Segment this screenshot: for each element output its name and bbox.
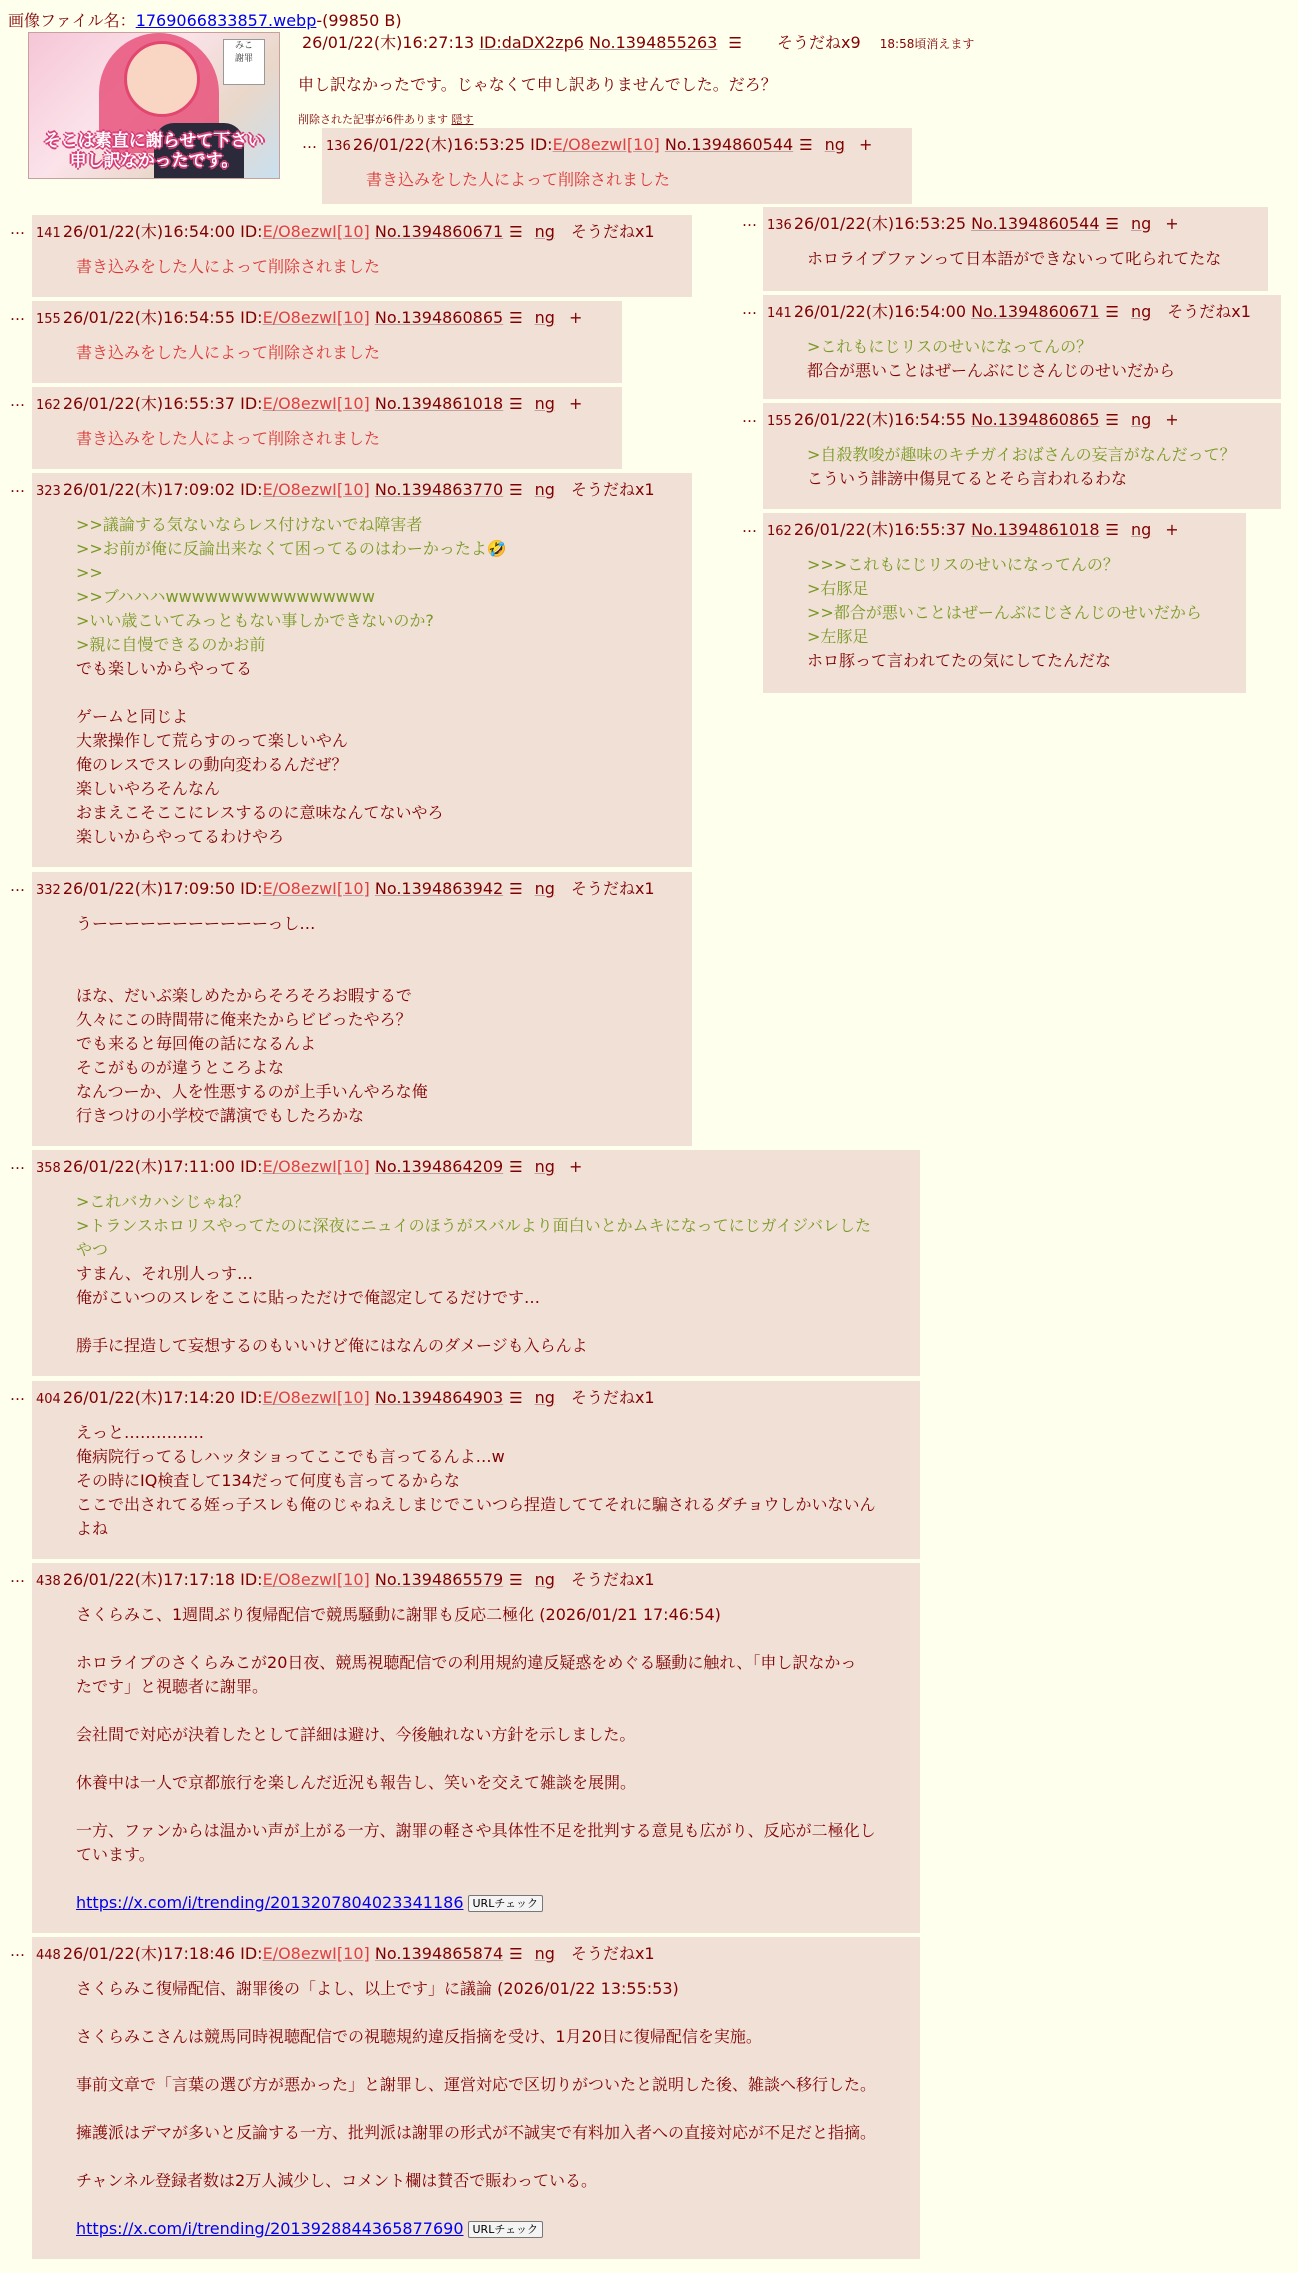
reply-id[interactable]: E/O8ezwI[10] [262, 1944, 370, 1963]
reply-date: 26/01/22(木)16:53:25 [352, 135, 526, 154]
reply-body [807, 553, 1236, 673]
text-line: そこがものが違うところよな [76, 1058, 285, 1077]
reply-body [366, 168, 902, 192]
op-date: 26/01/22(木)16:27:13 [302, 33, 475, 52]
url-check-button[interactable]: URLチェック [468, 2221, 544, 2238]
menu-icon[interactable]: ☰ [728, 34, 742, 52]
popup-post-dots: … [742, 408, 757, 426]
deleted-message: 書き込みをした人によって削除されました [366, 170, 671, 189]
text-line: さくらみこ復帰配信、謝罪後の「よし、以上です」に議論 (2026/01/22 13:55:53) [76, 1979, 679, 1998]
reply-header [36, 878, 682, 902]
reply-date: 26/01/22(木)16:53:25 [793, 214, 967, 233]
reply-id[interactable]: E/O8ezwI[10] [262, 1570, 370, 1589]
reply-header [767, 301, 1271, 325]
sodane-button[interactable]: そうだねx1 [570, 222, 655, 241]
deleted-notice [298, 111, 474, 127]
menu-icon[interactable]: ☰ [1105, 411, 1119, 429]
reply-header [36, 307, 612, 331]
menu-icon[interactable]: ☰ [509, 481, 523, 499]
reply-date: 26/01/22(木)17:11:00 [62, 1157, 236, 1176]
thread-post-dots: … [302, 134, 317, 152]
reply-id-prefix: ID: [240, 222, 263, 241]
reply-body [76, 1977, 910, 2241]
ng-button[interactable]: ng [1130, 214, 1152, 233]
thread-reply-155 [32, 301, 622, 383]
text-line: 休養中は一人で京都旅行を楽しんだ近況も報告し、笑いを交えて雑談を展開。 [76, 1773, 637, 1792]
ng-button[interactable]: ng [534, 1570, 555, 1589]
thread-post-dots: … [10, 877, 25, 895]
text-line: 都合が悪いことはぜーんぶにじさんじのせいだから [807, 361, 1176, 380]
text-line: ています。 [76, 1845, 155, 1864]
reply-header [36, 1387, 910, 1411]
url-link[interactable]: https://x.com/i/trending/2013207804023341186 [76, 1893, 464, 1912]
text-line: さくらみこ、1週間ぶり復帰配信で競馬騒動に謝罪も反応二極化 (2026/01/21 17:46:54) [76, 1605, 721, 1624]
quote-line: >>議論する気ないならレス付けないでね障害者 [76, 515, 423, 534]
thread-reply-332 [32, 872, 692, 1146]
popup-reply-155 [763, 403, 1281, 509]
text-line: でも楽しいからやってる [76, 659, 253, 678]
quote-line: >これもにじリスのせいになってんの？ [807, 337, 1093, 356]
reply-header [36, 1569, 910, 1593]
thread-post-dots: … [10, 1568, 25, 1586]
thread-reply-404 [32, 1381, 920, 1559]
reply-number: 323 [36, 484, 61, 499]
reply-no-link[interactable]: No.1394863770 [374, 480, 504, 499]
menu-icon[interactable]: ☰ [1105, 521, 1119, 539]
reply-id[interactable]: E/O8ezwI[10] [262, 480, 370, 499]
op-no[interactable]: No.1394855263 [589, 33, 718, 52]
menu-icon[interactable]: ☰ [509, 1158, 523, 1176]
text-line: ほな、だいぶ楽しめたからそろそろお暇するで [76, 986, 412, 1005]
reply-number: 136 [767, 218, 792, 233]
quote-line: やつ [76, 1240, 109, 1259]
reply-no-link[interactable]: No.1394861018 [971, 520, 1100, 539]
reply-header [36, 479, 682, 503]
quote-line: >>お前が俺に反論出来なくて困ってるのはわーかったよ🤣 [76, 539, 507, 558]
reply-header [36, 1156, 910, 1180]
reply-id[interactable]: E/O8ezwI[10] [262, 222, 370, 241]
reply-date: 26/01/22(木)16:54:00 [62, 222, 236, 241]
thread-reply-136 [322, 128, 912, 204]
text-line: 行きつけの小学校で講演でもしたろかな [76, 1106, 365, 1125]
menu-icon[interactable]: ☰ [799, 136, 813, 154]
reply-no-link[interactable]: No.1394864209 [374, 1157, 504, 1176]
reply-id[interactable]: E/O8ezwI[10] [262, 1157, 370, 1176]
text-line: ホロ豚って言われてたの気にしてたんだな [807, 651, 1112, 670]
text-line: チャンネル登録者数は2万人減少し、コメント欄は賛否で賑わっている。 [76, 2171, 598, 2190]
text-line: ホロライブファンって日本語ができないって叱られてたな [807, 249, 1222, 268]
reply-id[interactable]: E/O8ezwI[10] [262, 394, 370, 413]
text-line: 会社間で対応が決着したとして詳細は避け、今後触れない方針を示しました。 [76, 1725, 636, 1744]
text-line [76, 2049, 910, 2073]
reply-number: 404 [36, 1392, 61, 1407]
ng-button[interactable]: ng [1130, 302, 1152, 321]
reply-id-prefix: ID: [240, 394, 263, 413]
text-line: でも来ると毎回俺の話になるんよ [76, 1034, 317, 1053]
reply-id-prefix: ID: [530, 135, 553, 154]
quote-line: >>>これもにじリスのせいになってんの？ [807, 555, 1119, 574]
popup-reply-141 [763, 295, 1281, 399]
file-info [8, 8, 402, 31]
reply-body [76, 513, 682, 849]
quote-line: >これバカハシじゃね？ [76, 1192, 250, 1211]
text-line: 俺がこいつのスレをここに貼っただけで俺認定してるだけです… [76, 1288, 541, 1307]
quote-line: >親に自慢できるのかお前 [76, 635, 266, 654]
reply-no-link[interactable]: No.1394865579 [374, 1570, 504, 1589]
reply-header [36, 393, 612, 417]
reply-id[interactable]: E/O8ezwI[10] [262, 879, 370, 898]
quote-line: >いい歳こいてみっともない事しかできないのか? [76, 611, 434, 630]
text-line: おまえこそここにレスするのに意味なんてないやろ [76, 803, 444, 822]
reply-date: 26/01/22(木)16:54:55 [793, 410, 967, 429]
ng-button[interactable]: ng [1130, 520, 1152, 539]
text-line: 俺のレスでスレの動向変わるんだぜ？ [76, 755, 348, 774]
text-line: よね [76, 1519, 109, 1538]
text-line: 大衆操作して荒らすのって楽しいやん [76, 731, 348, 750]
quote-line: >>都合が悪いことはぜーんぶにじさんじのせいだから [807, 603, 1202, 622]
text-line [76, 936, 682, 960]
reply-no-link[interactable]: No.1394860865 [374, 308, 504, 327]
op-id: ID:daDX2zp6 [479, 33, 584, 52]
text-line: その時にIQ検査して134だって何度も言ってるからな [76, 1471, 460, 1490]
deleted-note: 削除された記事が6件あります [298, 113, 448, 126]
reply-date: 26/01/22(木)16:54:00 [793, 302, 967, 321]
reply-id[interactable]: E/O8ezwI[10] [552, 135, 660, 154]
text-line [76, 1795, 910, 1819]
ng-button[interactable]: ng [1130, 410, 1152, 429]
text-line [76, 681, 682, 705]
reply-id[interactable]: E/O8ezwI[10] [262, 308, 370, 327]
reply-id-prefix: ID: [240, 1570, 263, 1589]
reply-header [36, 221, 682, 245]
thumbnail-sign: みこ 謝罪 [223, 39, 265, 85]
reply-number: 155 [36, 312, 61, 327]
reply-header [767, 519, 1236, 543]
op-header [302, 32, 974, 55]
reply-date: 26/01/22(木)16:54:55 [62, 308, 236, 327]
url-row [76, 1891, 910, 1915]
reply-number: 358 [36, 1161, 61, 1176]
reply-number: 438 [36, 1574, 61, 1589]
reply-no-link[interactable]: No.1394863942 [374, 879, 504, 898]
thread-reply-358 [32, 1150, 920, 1376]
sodane-button[interactable]: そうだねx1 [1167, 302, 1251, 321]
text-line [76, 2001, 910, 2025]
deleted-message: 書き込みをした人によって削除されました [76, 257, 381, 276]
url-check-button[interactable]: URLチェック [468, 1895, 544, 1912]
text-line [76, 2145, 910, 2169]
thread-post-dots: … [10, 1155, 25, 1173]
reply-no-link[interactable]: No.1394864903 [374, 1388, 504, 1407]
plus-button[interactable]: + [1165, 410, 1179, 429]
ng-button[interactable]: ng [534, 1157, 555, 1176]
menu-icon[interactable]: ☰ [509, 880, 523, 898]
plus-button[interactable]: + [568, 394, 583, 413]
sodane-button[interactable]: そうだねx1 [570, 879, 655, 898]
reply-body [76, 255, 682, 279]
sodane-button[interactable]: そうだねx1 [570, 1570, 655, 1589]
reply-id-prefix: ID: [240, 1944, 263, 1963]
reply-header [326, 134, 902, 158]
plus-button[interactable]: + [858, 135, 873, 154]
reply-header [767, 409, 1271, 433]
text-line: うーーーーーーーーーーーっし… [76, 914, 316, 933]
reply-id[interactable]: E/O8ezwI[10] [262, 1388, 370, 1407]
text-line: 楽しいからやってるわけやろ [76, 827, 285, 846]
text-line [76, 1627, 910, 1651]
menu-icon[interactable]: ☰ [1105, 215, 1119, 233]
op-sodane[interactable]: そうだねx9 [777, 33, 861, 52]
thread-reply-323 [32, 473, 692, 867]
menu-icon[interactable]: ☰ [509, 1389, 523, 1407]
reply-no-link[interactable]: No.1394860671 [971, 302, 1100, 321]
plus-button[interactable]: + [1165, 214, 1179, 233]
text-line: 俺病院行ってるしハッタショってここでも言ってるんよ…w [76, 1447, 505, 1466]
reply-no-link[interactable]: No.1394860544 [664, 135, 794, 154]
reply-body [76, 1421, 910, 1541]
text-line: こういう誹謗中傷見てるとそら言われるわな [807, 469, 1128, 488]
op-expire: 18:58頃消えます [879, 37, 975, 51]
op-thumbnail[interactable] [28, 32, 280, 179]
popup-reply-162 [763, 513, 1246, 693]
text-line [76, 1310, 910, 1334]
text-line [76, 960, 682, 984]
menu-icon[interactable]: ☰ [509, 1571, 523, 1589]
thread-reply-141 [32, 215, 692, 297]
reply-body [807, 247, 1258, 271]
popup-reply-136 [763, 207, 1268, 291]
deleted-message: 書き込みをした人によって削除されました [76, 343, 381, 362]
url-row [76, 2217, 910, 2241]
menu-icon[interactable]: ☰ [509, 223, 523, 241]
sodane-button[interactable]: そうだねx1 [570, 1944, 655, 1963]
quote-line: >> [76, 563, 103, 582]
reply-id-prefix: ID: [240, 308, 263, 327]
reply-id-prefix: ID: [240, 1388, 263, 1407]
ng-button[interactable]: ng [824, 135, 845, 154]
reply-date: 26/01/22(木)17:09:50 [62, 879, 236, 898]
ng-button[interactable]: ng [534, 308, 555, 327]
reply-number: 448 [36, 1948, 61, 1963]
quote-line: >右豚足 [807, 579, 869, 598]
thread-reply-448 [32, 1937, 920, 2259]
thread-post-dots: … [10, 306, 25, 324]
plus-button[interactable]: + [1165, 520, 1179, 539]
ng-button[interactable]: ng [534, 1944, 555, 1963]
thread-post-dots: … [10, 220, 25, 238]
reply-date: 26/01/22(木)17:09:02 [62, 480, 236, 499]
reply-id-prefix: ID: [240, 879, 263, 898]
menu-icon[interactable]: ☰ [509, 309, 523, 327]
text-line: さくらみこさんは競馬同時視聴配信での視聴規約違反指摘を受け、1月20日に復帰配信を実施。 [76, 2027, 762, 2046]
reply-id-prefix: ID: [240, 1157, 263, 1176]
reply-number: 332 [36, 883, 61, 898]
reply-body [76, 341, 612, 365]
sodane-button[interactable]: そうだねx1 [570, 1388, 655, 1407]
text-line: 事前文章で「言葉の選び方が悪かった」と謝罪し、運営対応で区切りがついたと説明した後、雑談へ移行した。 [76, 2075, 877, 2094]
quote-line: >>ブハハハwwwwwwwwwwwwwwww [76, 587, 375, 606]
reply-number: 155 [767, 414, 792, 429]
text-line: ここで出されてる姪っ子スレも俺のじゃねえしまじでこいつら捏造しててそれに騙されるダチョウしかいないん [76, 1495, 876, 1514]
ng-button[interactable]: ng [534, 222, 555, 241]
file-label: 画像ファイル名： [8, 11, 136, 30]
popup-post-dots: … [742, 518, 757, 536]
text-line: ホロライブのさくらみこが20日夜、競馬視聴配信での利用規約違反疑惑をめぐる騒動に触れ、「申し訳なかっ [76, 1653, 857, 1672]
hide-link[interactable]: 隠す [451, 113, 474, 126]
reply-body [76, 1190, 910, 1358]
text-line: なんつーか、人を性悪するのが上手いんやろな俺 [76, 1082, 428, 1101]
quote-line: >トランスホロリスやってたのに深夜にニュイのほうがスバルより面白いとかムキになってにじガイジバレした [76, 1216, 872, 1235]
reply-number: 162 [36, 398, 61, 413]
sodane-button[interactable]: そうだねx1 [570, 480, 655, 499]
text-line: 一方、ファンからは温かい声が上がる一方、謝罪の軽さや具体性不足を批判する意見も広がり、反応が二極化し [76, 1821, 876, 1840]
thread-post-dots: … [10, 1942, 25, 1960]
popup-post-dots: … [742, 300, 757, 318]
quote-line: >自殺教唆が趣味のキチガイおばさんの妄言がなんだって？ [807, 445, 1236, 464]
reply-body [76, 1603, 910, 1915]
text-line: たです」と視聴者に謝罪。 [76, 1677, 269, 1696]
file-size: -(99850 B) [316, 11, 402, 30]
reply-no-link[interactable]: No.1394861018 [374, 394, 504, 413]
reply-no-link[interactable]: No.1394865874 [374, 1944, 504, 1963]
menu-icon[interactable]: ☰ [509, 395, 523, 413]
thread-reply-162 [32, 387, 622, 469]
text-line: すまん、それ別人っす… [76, 1264, 253, 1283]
text-line: 楽しいやろそんなん [76, 779, 221, 798]
op-text: 申し訳なかったです。じゃなくて申し訳ありませんでした。だろ？ [298, 75, 777, 94]
thread-post-dots: … [10, 392, 25, 410]
popup-post-dots: … [742, 212, 757, 230]
text-line: 勝手に捏造して妄想するのもいいけど俺にはなんのダメージも入らんよ [76, 1336, 588, 1355]
menu-icon[interactable]: ☰ [509, 1945, 523, 1963]
text-line [76, 1747, 910, 1771]
ng-button[interactable]: ng [534, 879, 555, 898]
text-line: ゲームと同じよ [76, 707, 189, 726]
reply-header [36, 1943, 910, 1967]
reply-number: 141 [767, 306, 792, 321]
ng-button[interactable]: ng [534, 1388, 555, 1407]
thread-reply-438 [32, 1563, 920, 1933]
url-link[interactable]: https://x.com/i/trending/2013928844365877690 [76, 2219, 464, 2238]
reply-date: 26/01/22(木)17:18:46 [62, 1944, 236, 1963]
reply-body [76, 912, 682, 1128]
reply-date: 26/01/22(木)17:14:20 [62, 1388, 236, 1407]
thread-post-dots: … [10, 1386, 25, 1404]
text-line [76, 2097, 910, 2121]
reply-no-link[interactable]: No.1394860544 [971, 214, 1100, 233]
ng-button[interactable]: ng [534, 480, 555, 499]
reply-number: 141 [36, 226, 61, 241]
reply-number: 136 [326, 139, 351, 154]
text-line: 擁護派はデマが多いと反論する一方、批判派は謝罪の形式が不誠実で有料加入者への直接対応が不足だと指摘。 [76, 2123, 877, 2142]
thumbnail-caption: そこは素直に謝らせて下さい 申し訳なかったです。 [43, 131, 265, 171]
plus-button[interactable]: + [568, 308, 583, 327]
deleted-message: 書き込みをした人によって削除されました [76, 429, 381, 448]
menu-icon[interactable]: ☰ [1105, 303, 1119, 321]
reply-body [76, 427, 612, 451]
ng-button[interactable]: ng [534, 394, 555, 413]
file-link[interactable]: 1769066833857.webp [135, 11, 317, 30]
reply-header [767, 213, 1258, 237]
reply-number: 162 [767, 524, 792, 539]
text-line [76, 2193, 910, 2217]
text-line: えっと…………… [76, 1423, 205, 1442]
reply-no-link[interactable]: No.1394860671 [374, 222, 504, 241]
text-line [76, 1867, 910, 1891]
text-line [76, 1699, 910, 1723]
thread-post-dots: … [10, 478, 25, 496]
reply-no-link[interactable]: No.1394860865 [971, 410, 1100, 429]
reply-date: 26/01/22(木)16:55:37 [62, 394, 236, 413]
plus-button[interactable]: + [568, 1157, 583, 1176]
reply-body [807, 443, 1271, 491]
reply-date: 26/01/22(木)16:55:37 [793, 520, 967, 539]
reply-body [807, 335, 1271, 383]
quote-line: >左豚足 [807, 627, 869, 646]
reply-date: 26/01/22(木)17:17:18 [62, 1570, 236, 1589]
reply-id-prefix: ID: [240, 480, 263, 499]
thumbnail-face [124, 41, 200, 117]
text-line: 久々にこの時間帯に俺来たからビビったやろ？ [76, 1010, 412, 1029]
